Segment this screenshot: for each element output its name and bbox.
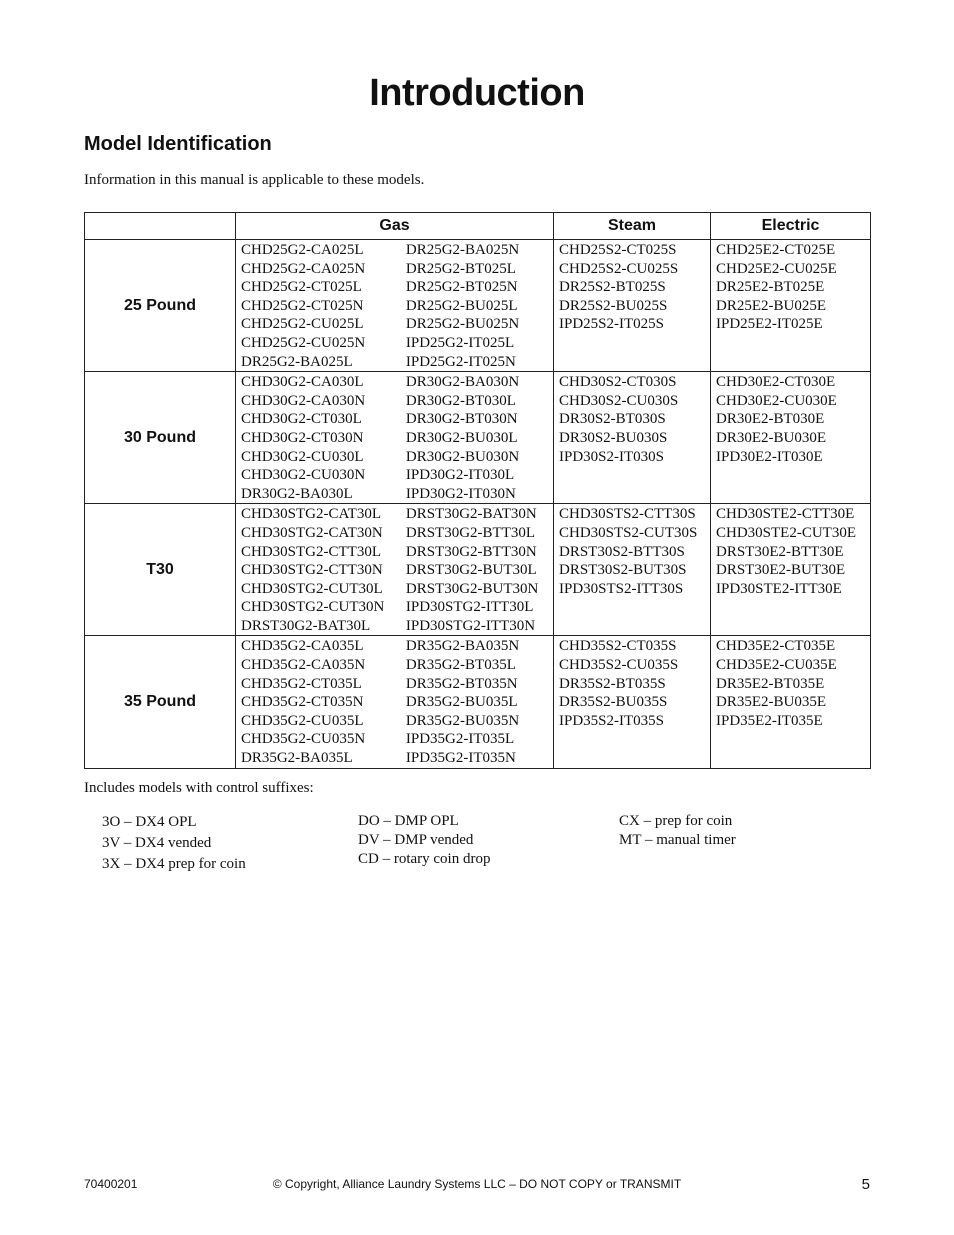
doc-number: 70400201: [84, 1177, 138, 1191]
model-number: CHD25S2-CT025S: [559, 242, 677, 258]
model-number: IPD35S2-IT035S: [559, 712, 665, 729]
electric-model-column: [711, 372, 870, 466]
row-label: 30 Pound: [85, 372, 236, 504]
copyright-notice: © Copyright, Alliance Laundry Systems LLC – DO NOT COPY or TRANSMIT: [272, 1177, 682, 1191]
model-number: DR35E2-BU035E: [716, 694, 826, 711]
model-number: IPD35E2-IT035E: [716, 712, 823, 729]
model-number: DR30G2-BT030L: [405, 392, 516, 409]
includes-text: Includes models with control suffixes:: [84, 780, 314, 796]
model-number: CHD30STG2-CAT30N: [241, 524, 383, 541]
model-number: IPD30STE2-ITT30E: [716, 580, 842, 597]
row-label: T30: [85, 504, 236, 636]
model-number: IPD30STG2-ITT30L: [405, 599, 534, 616]
model-number: DRST30S2-BUT30S: [559, 562, 687, 579]
table-header-row: [85, 213, 871, 240]
steam-model-column: [554, 504, 710, 598]
table-row: [85, 372, 871, 504]
model-number: DR25G2-BA025N: [405, 242, 520, 258]
gas-models-cell: [236, 240, 554, 372]
model-number: CHD35G2-CU035L: [241, 712, 364, 729]
header-electric: Electric: [711, 213, 871, 240]
model-number: DR30G2-BA030L: [241, 485, 353, 502]
model-number: CHD30STG2-CAT30L: [241, 506, 382, 523]
suffix-item: MT – manual timer: [619, 832, 736, 848]
model-number: CHD35S2-CU035S: [559, 657, 679, 674]
model-number: DR30E2-BT030E: [716, 411, 825, 428]
suffix-item: 3X – DX4 prep for coin: [102, 856, 246, 872]
gas-model-column: [236, 636, 401, 767]
row-label: 35 Pound: [85, 636, 236, 768]
electric-model-column: [711, 504, 870, 598]
model-number: DRST30E2-BUT30E: [716, 562, 846, 579]
model-number: CHD35G2-CT035L: [241, 675, 362, 692]
model-number: DR35G2-BA035N: [405, 638, 520, 655]
steam-model-column: [554, 240, 710, 334]
model-number: CHD30G2-CA030L: [241, 374, 364, 391]
model-number: CHD30STE2-CTT30E: [716, 506, 855, 523]
model-number: DR25G2-BU025N: [405, 316, 520, 333]
model-number: DR30G2-BU030L: [405, 429, 518, 446]
model-number: CHD30STS2-CUT30S: [559, 524, 698, 541]
electric-models-cell: [711, 504, 871, 636]
model-number: DR25G2-BU025L: [405, 297, 518, 314]
model-number: CHD30G2-CT030L: [241, 411, 362, 428]
model-number: CHD25E2-CT025E: [716, 242, 836, 258]
intro-text: Information in this manual is applicable to these models.: [84, 172, 425, 188]
model-number: CHD30G2-CA030N: [241, 392, 366, 409]
model-number: CHD25G2-CA025L: [241, 242, 364, 258]
suffix-item: CX – prep for coin: [619, 813, 733, 829]
row-label: 25 Pound: [85, 240, 236, 372]
model-number: CHD30S2-CU030S: [559, 392, 679, 409]
model-number: IPD25G2-IT025N: [405, 353, 516, 370]
model-number: DR25E2-BT025E: [716, 279, 825, 296]
model-number: CHD35G2-CT035N: [241, 694, 364, 711]
model-number: DR35S2-BT035S: [559, 675, 666, 692]
model-number: CHD25G2-CT025N: [241, 297, 364, 314]
model-number: CHD35E2-CU035E: [716, 657, 837, 674]
model-number: CHD25G2-CU025L: [241, 316, 364, 333]
gas-model-column: [236, 372, 401, 503]
model-number: DR25G2-BA025L: [241, 353, 353, 370]
model-number: CHD30E2-CT030E: [716, 374, 836, 391]
model-number: DR35E2-BT035E: [716, 675, 825, 692]
model-number: DR25S2-BU025S: [559, 297, 668, 314]
model-number: IPD30G2-IT030N: [405, 485, 516, 502]
model-number: CHD35G2-CA035N: [241, 657, 366, 674]
suffix-column-1: [102, 812, 246, 875]
gas-model-column: [401, 240, 553, 371]
model-number: CHD30G2-CU030L: [241, 448, 364, 465]
model-number: DR25E2-BU025E: [716, 297, 826, 314]
model-number: IPD30G2-IT030L: [405, 467, 515, 484]
model-number: CHD30STG2-CUT30N: [241, 599, 385, 616]
model-number: CHD25S2-CU025S: [559, 260, 679, 277]
gas-models-cell: [236, 372, 554, 504]
model-number: DR35G2-BU035L: [405, 694, 518, 711]
table-row: [85, 636, 871, 768]
suffix-item: DV – DMP vended: [358, 832, 474, 848]
table-row: [85, 240, 871, 372]
model-number: IPD35G2-IT035L: [405, 731, 515, 748]
suffix-item: 3O – DX4 OPL: [102, 814, 197, 830]
model-number: DR30S2-BT030S: [559, 411, 666, 428]
model-number: CHD25G2-CT025L: [241, 279, 362, 296]
model-number: IPD25G2-IT025L: [405, 334, 515, 351]
gas-model-column: [401, 372, 553, 503]
model-number: DRST30G2-BUT30N: [405, 580, 539, 597]
steam-model-column: [554, 372, 710, 466]
section-title: Model Identification: [84, 133, 272, 155]
model-number: DR30G2-BT030N: [405, 411, 518, 428]
model-number: CHD30STG2-CTT30N: [241, 562, 383, 579]
gas-model-column: [236, 504, 401, 635]
model-number: IPD25S2-IT025S: [559, 316, 665, 333]
model-number: DRST30E2-BTT30E: [716, 543, 844, 560]
model-number: DR30G2-BA030N: [405, 374, 520, 391]
page-title: Introduction: [369, 72, 585, 114]
model-number: DRST30G2-BAT30L: [241, 617, 371, 634]
model-number: IPD25E2-IT025E: [716, 316, 823, 333]
table-body: [85, 240, 871, 769]
model-number: CHD35G2-CA035L: [241, 638, 364, 655]
model-number: CHD30E2-CU030E: [716, 392, 837, 409]
model-table: [84, 212, 871, 769]
model-number: CHD30STG2-CUT30L: [241, 580, 383, 597]
electric-models-cell: [711, 240, 871, 372]
gas-model-column: [401, 636, 553, 767]
model-number: CHD30G2-CU030N: [241, 467, 366, 484]
model-number: CHD35E2-CT035E: [716, 638, 836, 655]
model-number: CHD30S2-CT030S: [559, 374, 677, 391]
model-number: DRST30G2-BUT30L: [405, 562, 537, 579]
model-number: DR35S2-BU035S: [559, 694, 668, 711]
model-number: DRST30S2-BTT30S: [559, 543, 685, 560]
steam-models-cell: [554, 240, 711, 372]
model-number: DR25G2-BT025N: [405, 279, 518, 296]
steam-models-cell: [554, 504, 711, 636]
electric-model-column: [711, 240, 870, 334]
model-number: DR30G2-BU030N: [405, 448, 520, 465]
header-gas: Gas: [236, 213, 554, 240]
model-number: DRST30G2-BAT30N: [405, 506, 537, 523]
suffix-column-2: [358, 812, 490, 869]
model-number: IPD30S2-IT030S: [559, 448, 665, 465]
model-number: IPD30E2-IT030E: [716, 448, 823, 465]
model-number: DR35G2-BT035N: [405, 675, 518, 692]
gas-models-cell: [236, 504, 554, 636]
model-number: DR25G2-BT025L: [405, 260, 516, 277]
model-number: DRST30G2-BTT30N: [405, 543, 537, 560]
electric-model-column: [711, 636, 870, 730]
model-number: CHD35S2-CT035S: [559, 638, 677, 655]
model-number: CHD30STG2-CTT30L: [241, 543, 381, 560]
model-number: DR35G2-BA035L: [241, 750, 353, 767]
model-number: DR35G2-BT035L: [405, 657, 516, 674]
gas-model-column: [236, 240, 401, 371]
model-number: CHD30STS2-CTT30S: [559, 506, 696, 523]
page-number: 5: [861, 1176, 870, 1193]
model-number: DR30E2-BU030E: [716, 429, 826, 446]
model-number: IPD30STG2-ITT30N: [405, 617, 536, 634]
suffix-item: CD – rotary coin drop: [358, 851, 491, 867]
model-number: DR30S2-BU030S: [559, 429, 668, 446]
model-number: CHD30G2-CT030N: [241, 429, 364, 446]
suffix-item: 3V – DX4 vended: [102, 835, 212, 851]
model-number: DR35G2-BU035N: [405, 712, 520, 729]
steam-model-column: [554, 636, 710, 730]
model-number: IPD30STS2-ITT30S: [559, 580, 684, 597]
model-number: CHD25E2-CU025E: [716, 260, 837, 277]
steam-models-cell: [554, 636, 711, 768]
model-number: CHD25G2-CA025N: [241, 260, 366, 277]
electric-models-cell: [711, 372, 871, 504]
gas-model-column: [401, 504, 553, 635]
electric-models-cell: [711, 636, 871, 768]
header-steam: Steam: [554, 213, 711, 240]
suffix-item: DO – DMP OPL: [358, 813, 459, 829]
model-number: IPD35G2-IT035N: [405, 750, 516, 767]
gas-models-cell: [236, 636, 554, 768]
header-empty: [85, 213, 236, 240]
model-number: CHD30STE2-CUT30E: [716, 524, 856, 541]
table-row: [85, 504, 871, 636]
model-number: DRST30G2-BTT30L: [405, 524, 536, 541]
model-number: CHD35G2-CU035N: [241, 731, 366, 748]
model-number: CHD25G2-CU025N: [241, 334, 366, 351]
suffix-column-3: [619, 812, 736, 850]
model-number: DR25S2-BT025S: [559, 279, 666, 296]
steam-models-cell: [554, 372, 711, 504]
